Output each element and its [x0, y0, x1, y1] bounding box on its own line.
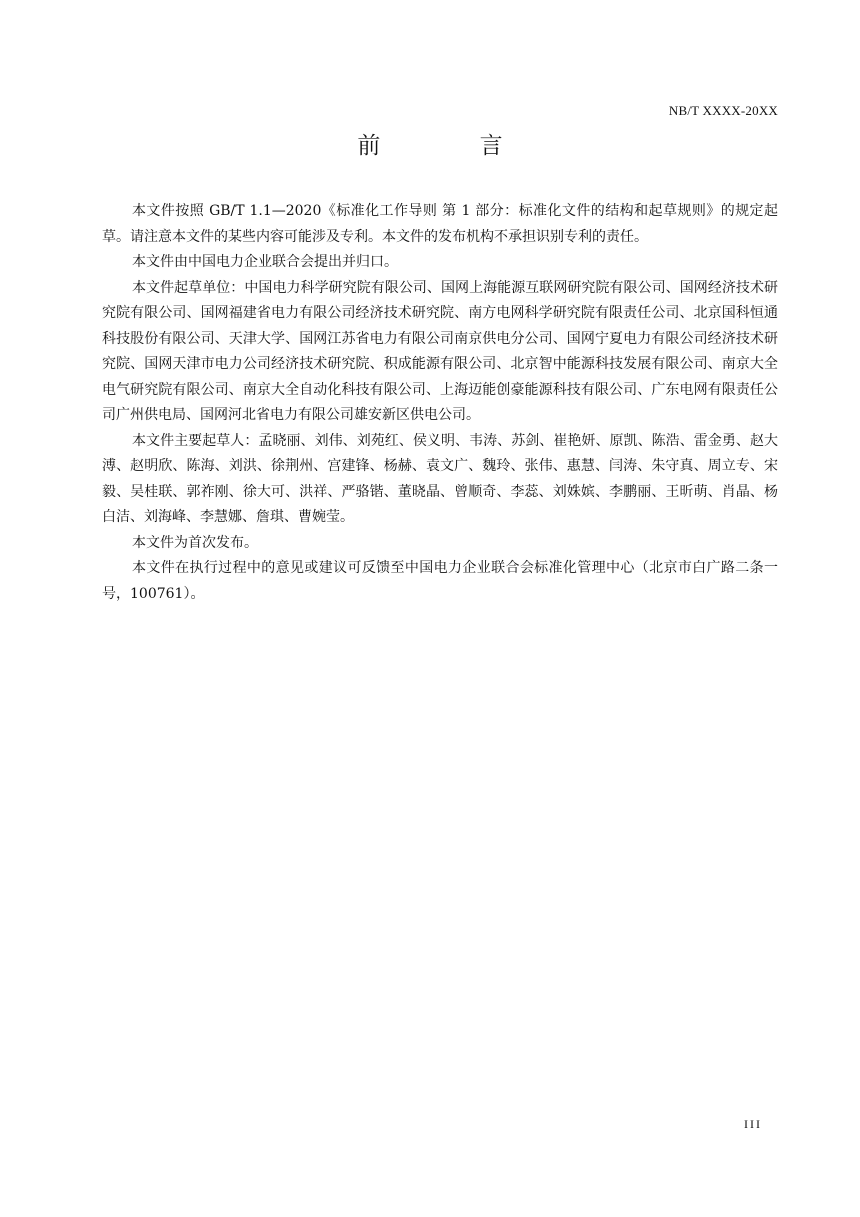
- page-number: III: [744, 1117, 762, 1131]
- paragraph-drafting-rules: 本文件按照 GB/T 1.1—2020《标准化工作导则 第 1 部分：标准化文件的结构和起草规则》的规定起草。请注意本文件的某些内容可能涉及专利。本文件的发布机构不承担识别专利的责任。: [102, 203, 778, 245]
- paragraph-first-release: 本文件为首次发布。: [132, 534, 258, 551]
- paragraph-proposer: 本文件由中国电力企业联合会提出并归口。: [132, 254, 398, 270]
- page-title: 前 言: [357, 133, 549, 159]
- foreword-body: [102, 199, 778, 607]
- paragraph-feedback: 本文件在执行过程中的意见或建议可反馈至中国电力企业联合会标准化管理中心（北京市白广路二条一号，100761）。: [102, 560, 778, 602]
- standard-code: NB/T XXXX-20XX: [668, 103, 778, 118]
- paragraph-drafters: 本文件主要起草人：孟晓丽、刘伟、刘苑红、侯义明、韦涛、苏剑、崔艳妍、原凯、陈浩、雷金勇、赵大溥、赵明欣、陈海、刘洪、徐荆州、宫建锋、杨赫、袁文广、魏玲、张伟、惠慧、闫涛、朱守真、周立专、宋毅、吴桂联、郭祚刚、徐大可、洪祥、严骆锴、董晓晶、曾顺奇、李蕊、刘姝嫔、李鹏丽、王昕萌、肖晶、杨白洁、刘海峰、李慧娜、詹琪、曹婉莹。: [102, 432, 778, 525]
- paragraph-drafting-units: 本文件起草单位：中国电力科学研究院有限公司、国网上海能源互联网研究院有限公司、国网经济技术研究院有限公司、国网福建省电力有限公司经济技术研究院、南方电网科学研究院有限责任公司、北京国科恒通科技股份有限公司、天津大学、国网江苏省电力有限公司南京供电分公司、国网宁夏电力有限公司经济技术研究院、国网天津市电力公司经济技术研究院、积成能源有限公司、北京智中能源科技发展有限公司、南京大全电气研究院有限公司、南京大全自动化科技有限公司、上海迈能创豪能源科技有限公司、广东电网有限责任公司广州供电局、国网河北省电力有限公司雄安新区供电公司。: [102, 279, 778, 423]
